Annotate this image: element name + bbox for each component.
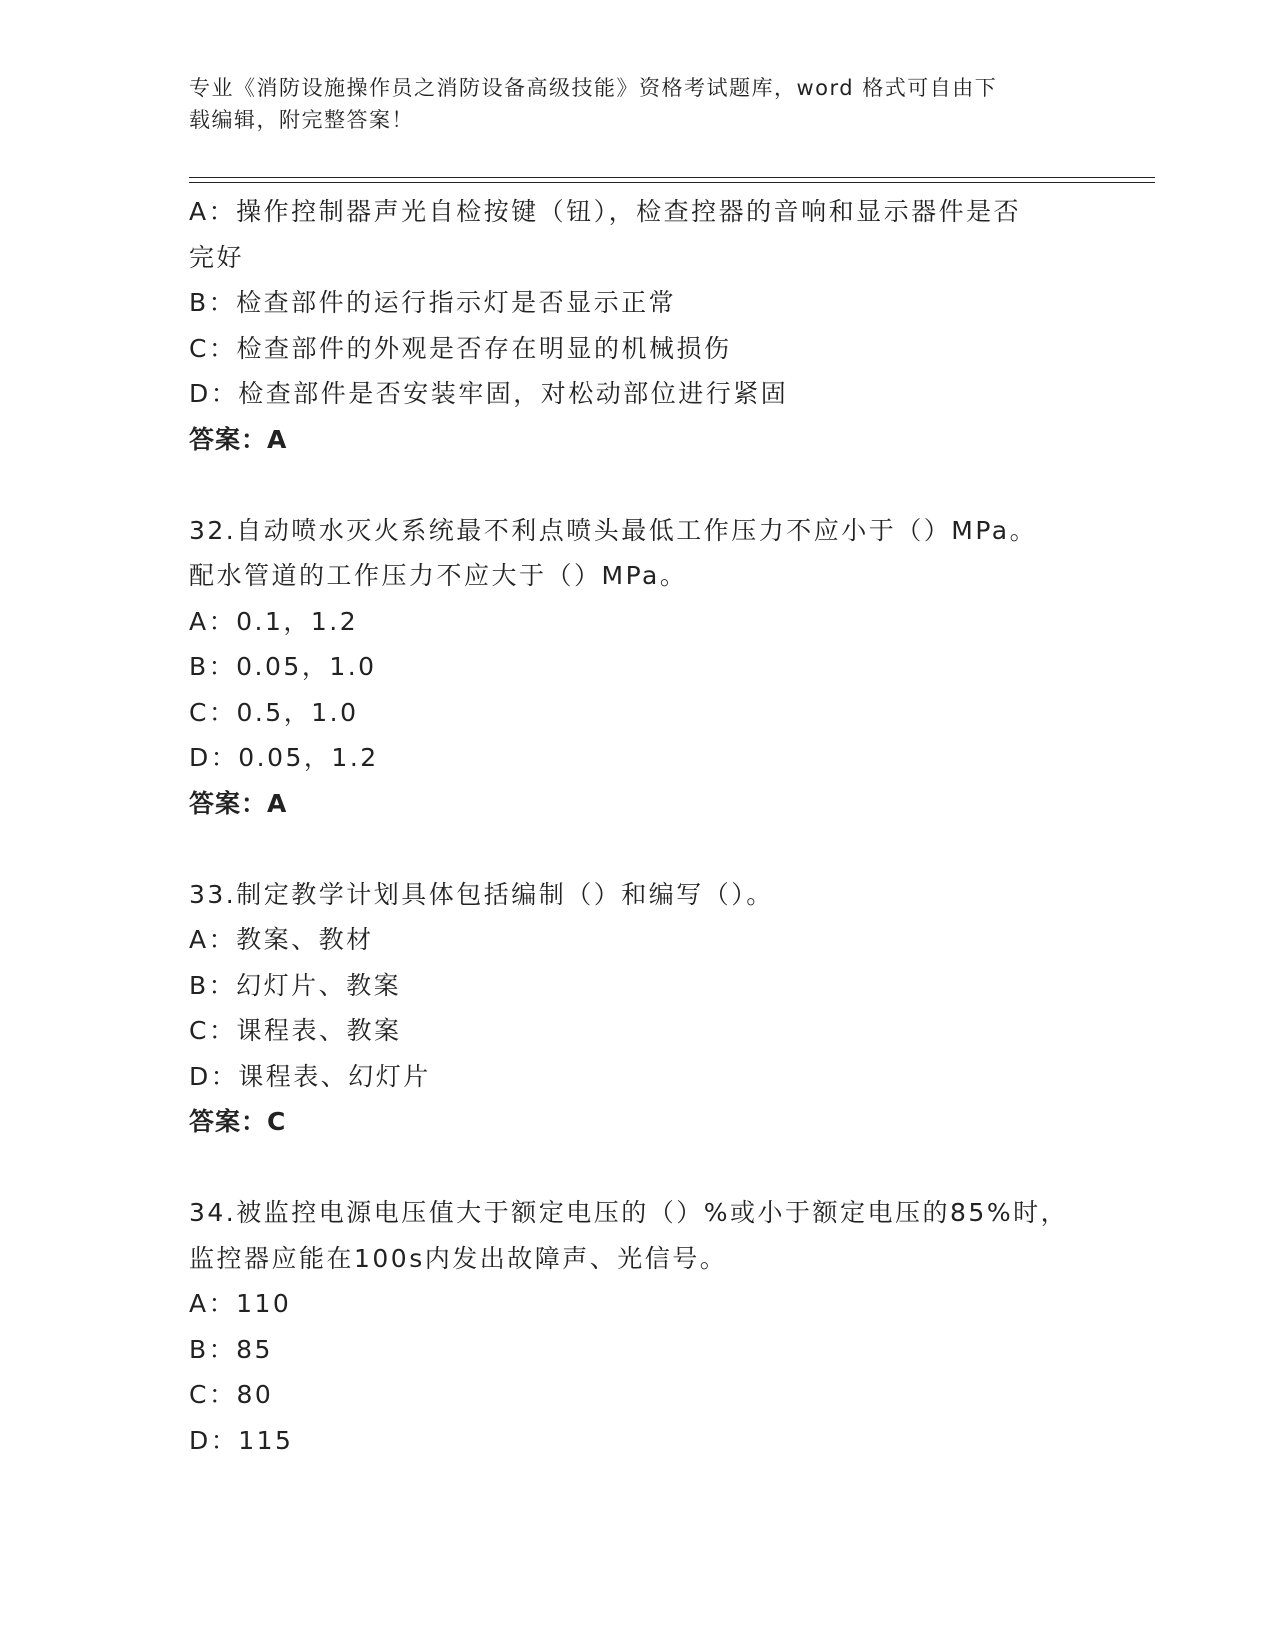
header-divider-top (189, 177, 1155, 178)
option-c: C：检查部件的外观是否存在明显的机械损伤 (189, 333, 732, 363)
question-32 (189, 508, 1089, 827)
header-line-1: 专业《消防设施操作员之消防设备高级技能》资格考试题库，word 格式可自由下 (189, 76, 998, 100)
question-34 (189, 1190, 1089, 1463)
option-b: B：0.05，1.0 (189, 652, 377, 681)
question-31 (189, 189, 1089, 462)
question-stem-line-1: 33.制定教学计划具体包括编制（）和编写（）。 (189, 879, 774, 909)
option-b: B：85 (189, 1334, 273, 1364)
question-33 (189, 872, 1089, 1145)
option-d: D：检查部件是否安装牢固，对松动部位进行紧固 (189, 379, 789, 408)
spacer (189, 826, 1089, 872)
option-b: B：检查部件的运行指示灯是否显示正常 (189, 288, 677, 317)
option-a: A：0.1，1.2 (189, 606, 359, 636)
option-d: D：115 (189, 1425, 294, 1455)
option-d: D：0.05，1.2 (189, 743, 379, 772)
question-stem-line-1: 32.自动喷水灭火系统最不利点喷头最低工作压力不应小于（）MPa。 (189, 515, 1038, 545)
spacer (189, 462, 1089, 508)
option-d: D：课程表、幻灯片 (189, 1061, 431, 1091)
header-divider-bottom (189, 182, 1155, 183)
answer: 答案：A (189, 424, 288, 454)
question-stem-line-2: 监控器应能在100s内发出故障声、光信号。 (189, 1243, 728, 1273)
answer: 答案：C (189, 1107, 287, 1136)
option-c: C：80 (189, 1380, 274, 1409)
option-a-line-1: A：操作控制器声光自检按键（钮），检查控器的音响和显示器件是否 (189, 197, 1022, 226)
option-a: A：教案、教材 (189, 925, 374, 954)
option-a-line-2: 完好 (189, 242, 245, 272)
answer: 答案：A (189, 788, 288, 818)
spacer (189, 1145, 1089, 1191)
question-stem-line-1: 34.被监控电源电压值大于额定电压的（）%或小于额定电压的85%时， (189, 1198, 1069, 1227)
option-c: C：课程表、教案 (189, 1016, 402, 1045)
question-list (189, 189, 1089, 1463)
option-a: A：110 (189, 1289, 292, 1318)
header-line-2: 载编辑，附完整答案！ (189, 108, 414, 132)
document-header (189, 72, 1089, 136)
option-b: B：幻灯片、教案 (189, 970, 402, 1000)
option-c: C：0.5，1.0 (189, 697, 359, 727)
question-stem-line-2: 配水管道的工作压力不应大于（）MPa。 (189, 561, 688, 590)
